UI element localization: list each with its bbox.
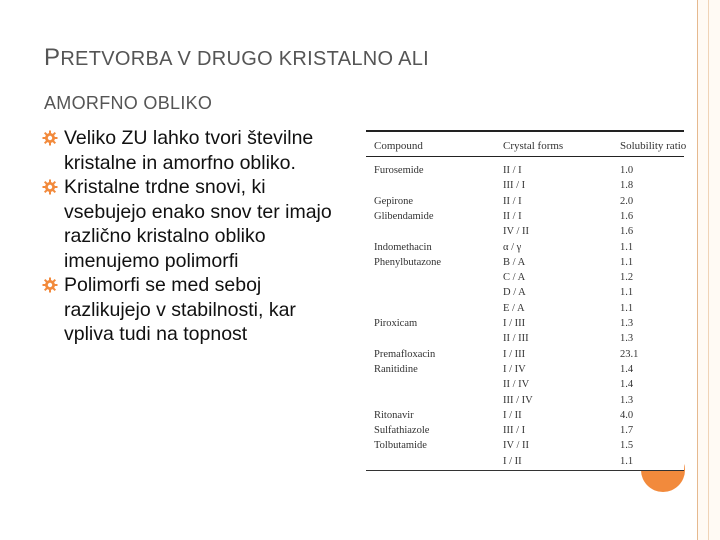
- table-top-rule: [366, 130, 684, 132]
- table-cell-solubility-ratio: 1.1: [620, 241, 634, 253]
- table-cell-compound: Gepirone: [374, 195, 414, 207]
- table-cell-solubility-ratio: 1.1: [620, 302, 634, 314]
- table-cell-compound: Glibendamide: [374, 210, 434, 222]
- table-cell-crystal-forms: I / III: [503, 318, 526, 329]
- table-cell-crystal-forms: III / I: [503, 180, 526, 192]
- table-cell-solubility-ratio: 1.8: [620, 180, 634, 192]
- table-cell-solubility-ratio: 1.0: [620, 165, 634, 176]
- table-cell-solubility-ratio: 4.0: [620, 409, 634, 421]
- bullet-list: [42, 126, 342, 347]
- table-cell-crystal-forms: I / III: [503, 348, 526, 360]
- bullet-text: Kristalne trdne snovi, ki vsebujejo enako snov ter imajo različno kristalno obliko imenujemo polimorfi: [64, 176, 332, 272]
- solubility-table: [366, 130, 687, 471]
- table-cell-solubility-ratio: 1.7: [620, 425, 634, 437]
- table-cell-compound: Indomethacin: [374, 241, 432, 253]
- table-cell-solubility-ratio: 2.0: [620, 195, 634, 207]
- table-cell-solubility-ratio: 1.1: [620, 287, 634, 299]
- table-cell-solubility-ratio: 1.4: [620, 363, 634, 375]
- table-cell-crystal-forms: II / III: [503, 333, 529, 345]
- gear-icon: [42, 130, 58, 146]
- table-bottom-rule: [366, 470, 684, 471]
- bullet-item: [42, 273, 342, 347]
- table-cell-compound: Premafloxacin: [374, 348, 436, 360]
- bullet-item: [42, 175, 342, 273]
- table-cell-crystal-forms: IV / II: [503, 440, 530, 452]
- table-cell-crystal-forms: E / A: [503, 302, 525, 314]
- table-cell-solubility-ratio: 1.3: [620, 394, 634, 406]
- title-line-2: AMORFNO OBLIKO: [44, 93, 213, 113]
- table-cell-solubility-ratio: 23.1: [620, 348, 639, 360]
- table-cell-solubility-ratio: 1.5: [620, 440, 634, 452]
- table-cell-crystal-forms: III / I: [503, 425, 526, 437]
- table-cell-crystal-forms: I / II: [503, 409, 522, 421]
- gear-icon: [42, 179, 58, 195]
- table-cell-crystal-forms: C / A: [503, 272, 526, 284]
- table-cell-compound: Phenylbutazone: [374, 256, 442, 268]
- table-cell-compound: Ritonavir: [374, 409, 414, 421]
- bullet-item: [42, 126, 342, 175]
- table-header-rule: [366, 156, 684, 157]
- title-line-1: RETVORBA V DRUGO KRISTALNO ALI: [60, 48, 430, 70]
- table-cell-compound: Ranitidine: [374, 363, 418, 375]
- table-cell-crystal-forms: α / γ: [503, 241, 522, 253]
- table-cell-compound: Piroxicam: [374, 318, 418, 329]
- title-initial: P: [44, 44, 61, 71]
- table-cell-crystal-forms: B / A: [503, 256, 526, 268]
- table-cell-crystal-forms: II / I: [503, 195, 522, 207]
- table-cell-crystal-forms: II / I: [503, 165, 522, 176]
- table-header-solubility-ratio: Solubility ratio: [620, 140, 687, 152]
- bullet-text: Veliko ZU lahko tvori številne kristalne in amorfno obliko.: [64, 127, 314, 174]
- right-border-frame: [697, 0, 720, 540]
- table-cell-compound: Furosemide: [374, 165, 424, 176]
- table-header-compound: Compound: [374, 140, 423, 152]
- table-cell-solubility-ratio: 1.1: [620, 455, 634, 467]
- gear-icon: [42, 277, 58, 293]
- table-cell-crystal-forms: II / IV: [503, 379, 530, 391]
- table-cell-solubility-ratio: 1.3: [620, 318, 634, 329]
- table-cell-solubility-ratio: 1.6: [620, 210, 634, 222]
- table-cell-crystal-forms: III / IV: [503, 394, 533, 406]
- table-cell-crystal-forms: I / IV: [503, 363, 526, 375]
- table-cell-solubility-ratio: 1.3: [620, 333, 634, 345]
- table-cell-solubility-ratio: 1.1: [620, 256, 634, 268]
- table-cell-compound: Tolbutamide: [374, 440, 427, 452]
- table-cell-solubility-ratio: 1.4: [620, 379, 634, 391]
- slide-title: [44, 36, 644, 125]
- table-cell-solubility-ratio: 1.2: [620, 272, 634, 284]
- table-cell-crystal-forms: II / I: [503, 210, 522, 222]
- table-cell-compound: Sulfathiazole: [374, 425, 430, 437]
- bullet-text: Polimorfi se med seboj razlikujejo v stabilnosti, kar vpliva tudi na topnost: [64, 274, 296, 345]
- table-cell-crystal-forms: D / A: [503, 287, 526, 299]
- table-header-crystal-forms: Crystal forms: [503, 140, 564, 152]
- table-cell-solubility-ratio: 1.6: [620, 226, 634, 238]
- table-cell-crystal-forms: I / II: [503, 455, 522, 467]
- table-cell-crystal-forms: IV / II: [503, 226, 530, 238]
